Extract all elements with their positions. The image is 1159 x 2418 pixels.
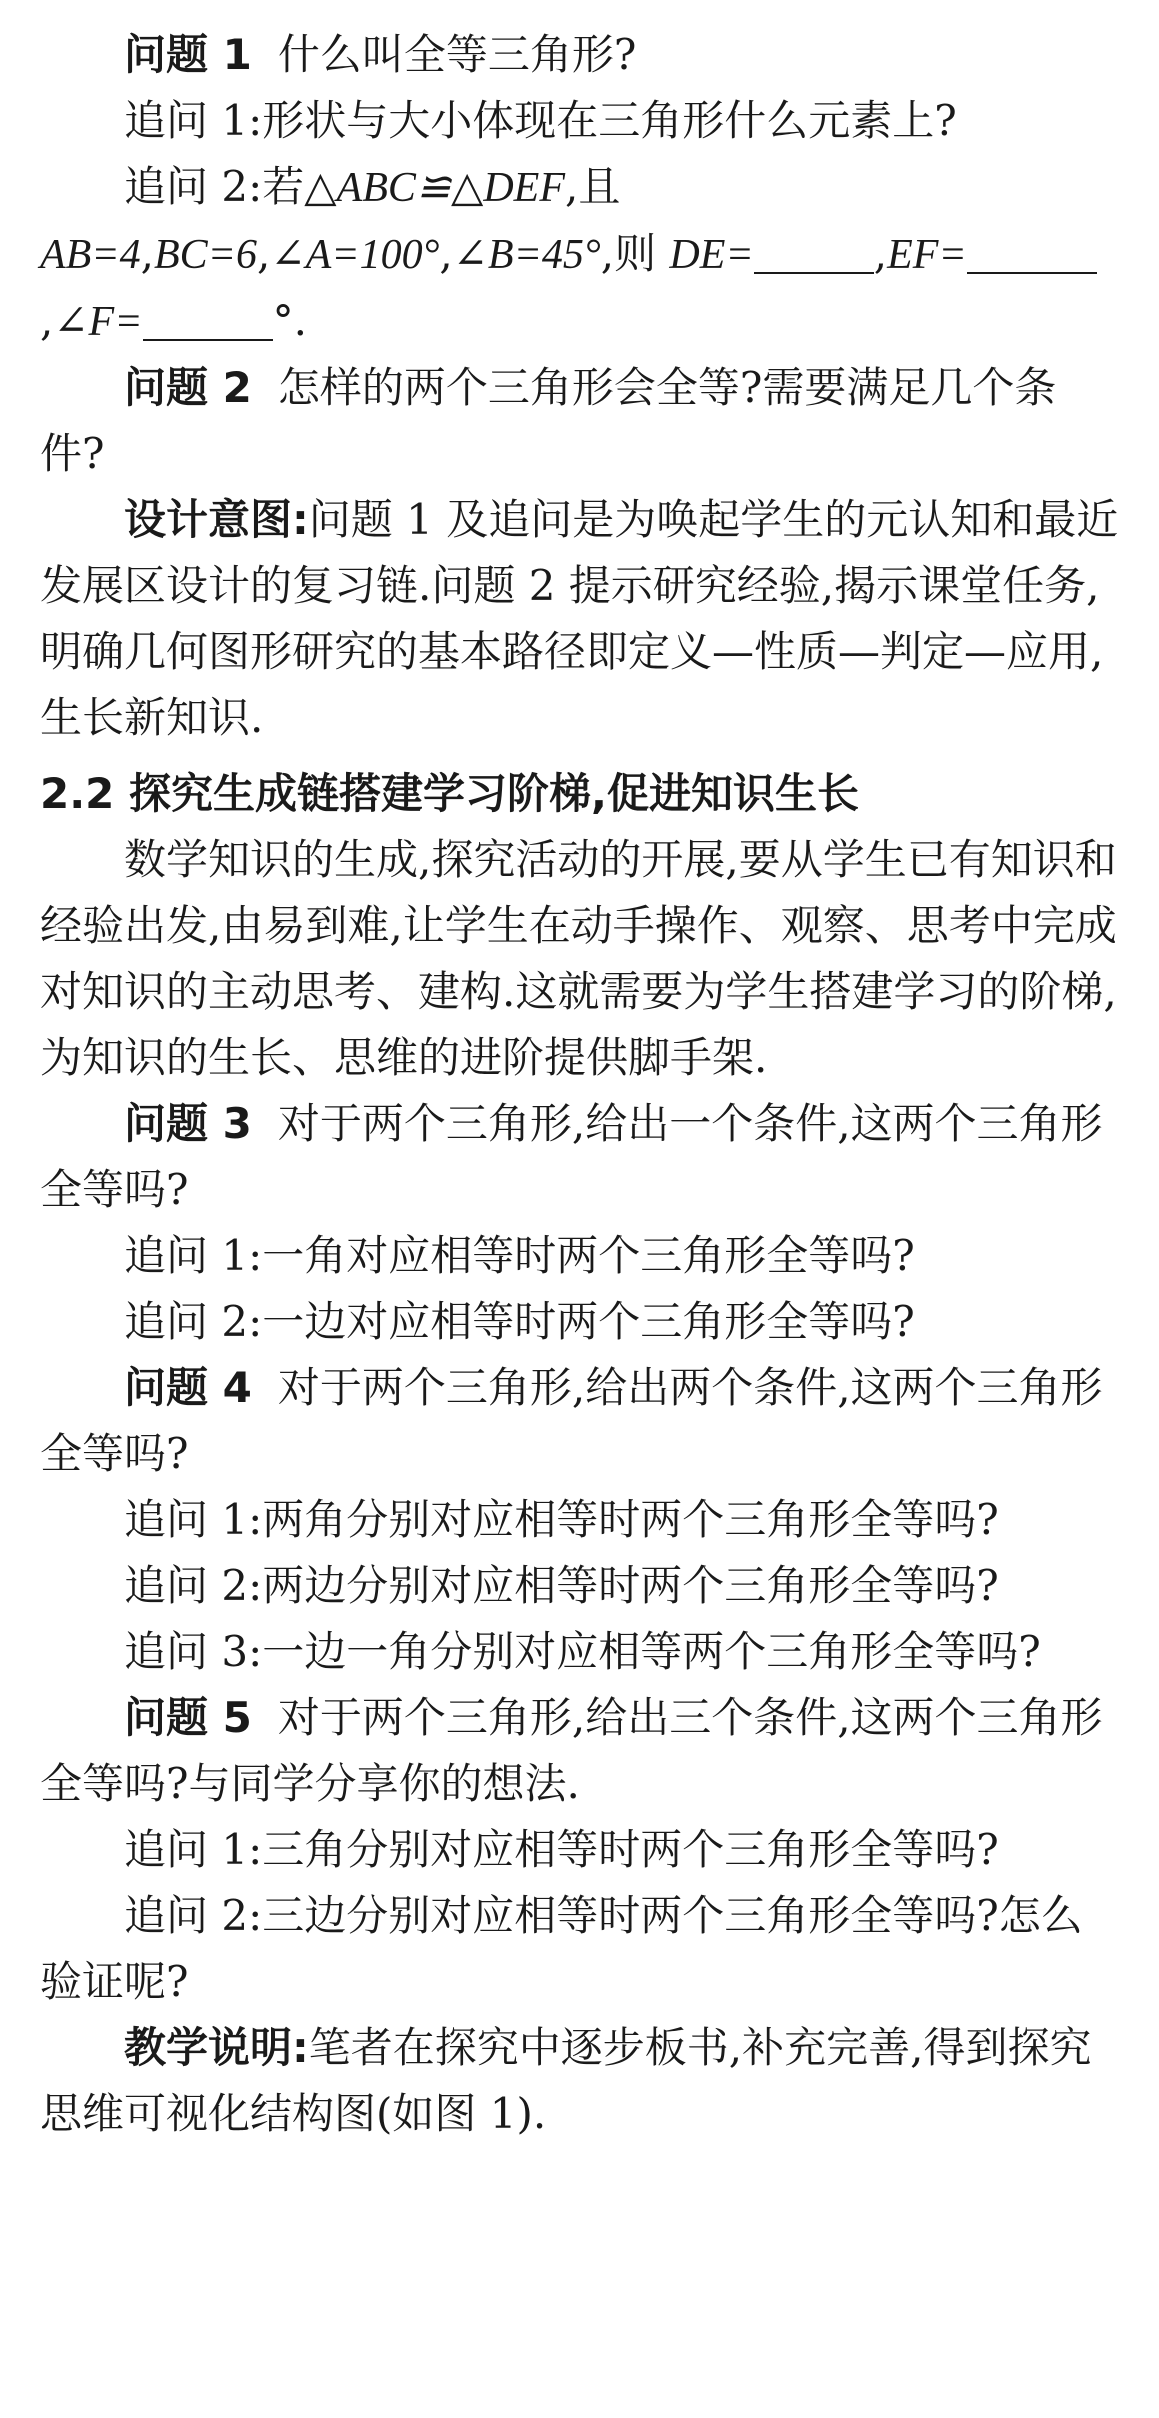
- question-5-text: 对于两个三角形,给出三个条件,这两个三角形全等吗?与同学分享你的想法.: [40, 1693, 1103, 1808]
- question-5: [40, 1685, 1119, 1817]
- question-1-followup-1: 追问 1:形状与大小体现在三角形什么元素上?: [124, 96, 957, 145]
- angle-a: ∠A=100°: [270, 232, 440, 278]
- question-3-label: 问题 3: [124, 1099, 252, 1148]
- teaching-note-label: 教学说明:: [124, 2023, 309, 2072]
- question-5-label: 问题 5: [124, 1693, 252, 1742]
- question-4: [40, 1355, 1119, 1487]
- question-1: [40, 22, 1119, 88]
- length-de: DE=: [669, 232, 754, 278]
- angle-f: ∠F=: [53, 299, 143, 345]
- question-3-followup-2: 追问 2:一边对应相等时两个三角形全等吗?: [124, 1297, 915, 1346]
- length-bc: BC=6: [154, 232, 258, 278]
- intro-paragraph: 数学知识的生成,探究活动的开展,要从学生已有知识和经验出发,由易到难,让学生在动手操作、观察、思考中完成对知识的主动思考、建构.这就需要为学生搭建学习的阶梯,为知识的生长、思维的进阶提供脚手架.: [40, 835, 1117, 1082]
- question-1-label: 问题 1: [124, 30, 252, 79]
- question-3: [40, 1091, 1119, 1223]
- question-3-followup-1: 追问 1:一角对应相等时两个三角形全等吗?: [124, 1231, 915, 1280]
- teaching-note: [40, 2015, 1119, 2147]
- blank-ef[interactable]: [967, 232, 1097, 274]
- length-ab: AB=4: [40, 232, 141, 278]
- angle-b: ∠B=45°: [452, 232, 601, 278]
- question-4-followup-3: 追问 3:一边一角分别对应相等两个三角形全等吗?: [124, 1627, 1041, 1676]
- question-4-followup-1: 追问 1:两角分别对应相等时两个三角形全等吗?: [124, 1495, 999, 1544]
- teaching-note-text: 笔者在探究中逐步板书,补充完善,得到探究思维可视化结构图(如图 1).: [40, 2023, 1092, 2138]
- design-intent-label: 设计意图:: [124, 495, 309, 544]
- design-intent: [40, 487, 1119, 751]
- question-1-followup-2: 追问 2:若△ABC≌△DEF,且 AB=4,BC=6,∠A=100°,∠B=45°,则 DE= ,EF=,∠F= °.: [40, 154, 1119, 355]
- blank-de[interactable]: [754, 232, 874, 274]
- question-3-text: 对于两个三角形,给出一个条件,这两个三角形全等吗?: [40, 1099, 1103, 1214]
- question-2-text: 怎样的两个三角形会全等?需要满足几个条件?: [40, 363, 1057, 478]
- congruence-statement: △ABC≌△DEF: [304, 165, 565, 211]
- question-4-label: 问题 4: [124, 1363, 252, 1412]
- question-1-text: 什么叫全等三角形?: [277, 30, 637, 79]
- blank-angle-f[interactable]: [143, 299, 273, 341]
- question-4-text: 对于两个三角形,给出两个条件,这两个三角形全等吗?: [40, 1363, 1103, 1478]
- design-intent-text: 问题 1 及追问是为唤起学生的元认知和最近发展区设计的复习链.问题 2 提示研究经验,揭示课堂任务,明确几何图形研究的基本路径即定义—性质—判定—应用,生长新知识.: [40, 495, 1119, 742]
- question-2: [40, 355, 1119, 487]
- question-5-followup-1: 追问 1:三角分别对应相等时两个三角形全等吗?: [124, 1825, 999, 1874]
- question-4-followup-2: 追问 2:两边分别对应相等时两个三角形全等吗?: [124, 1561, 999, 1610]
- question-2-label: 问题 2: [124, 363, 252, 412]
- length-ef: EF=: [887, 232, 967, 278]
- section-heading: 2.2 探究生成链搭建学习阶梯,促进知识生长: [40, 769, 859, 818]
- question-5-followup-2: 追问 2:三边分别对应相等时两个三角形全等吗?怎么验证呢?: [40, 1891, 1083, 2006]
